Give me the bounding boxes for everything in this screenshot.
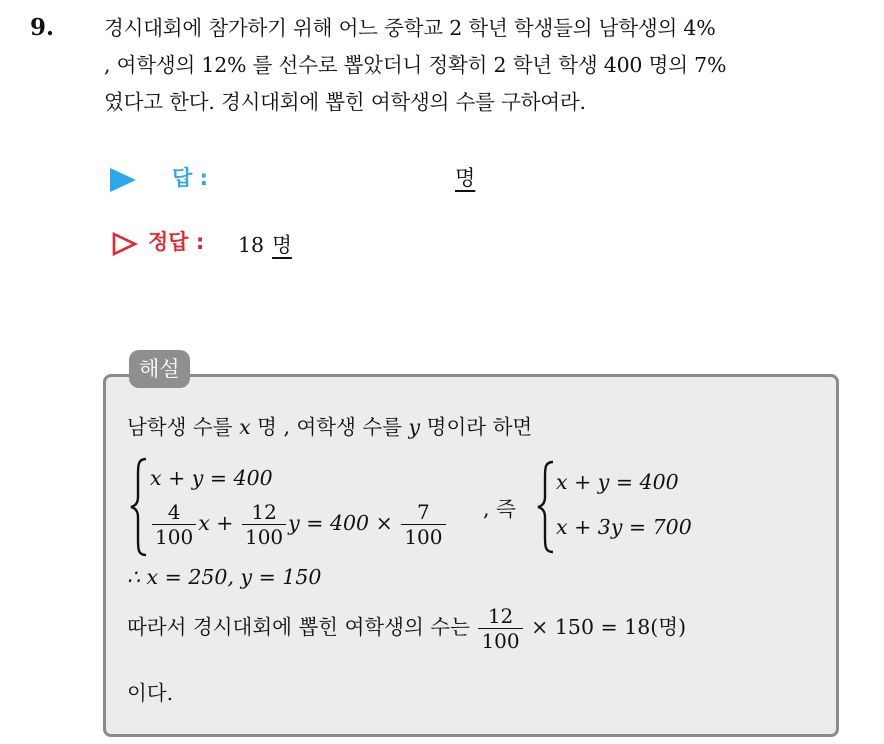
answer-input[interactable] xyxy=(455,162,475,192)
correct-answer-label: 정답 : xyxy=(148,230,205,254)
connector-text: , 즉 xyxy=(483,497,516,521)
correct-answer-value xyxy=(238,228,292,258)
answer-label: 답 : xyxy=(172,166,208,190)
conclusion-line: 따라서 경시대회에 뽑힌 여학생의 수는 $\frac{12}{100}$ × 150 = 18(명) xyxy=(127,604,687,653)
system1-equation-2: $\frac{4}{100}$ x + $\frac{12}{100}$ y = 400 × $\frac{7}{100}$ xyxy=(150,500,448,549)
explanation-line-1: 남학생 수를 x 명 , 여학생 수를 y 명이라 하면 xyxy=(127,415,533,439)
answer-unit: 명 xyxy=(455,166,476,190)
therefore-line: ∴ x = 250, y = 150 xyxy=(127,565,322,589)
fraction-12-100: $\frac{12}{100}$ xyxy=(242,500,286,549)
explanation-tag: 해설 xyxy=(129,350,190,388)
problem-line-2: , 여학생의 12% 를 선수로 뽑았더니 정확히 2 학년 학생 400 명의 7% xyxy=(104,53,727,77)
play-arrow-icon xyxy=(110,168,136,192)
fraction-7-100: $\frac{7}{100}$ xyxy=(401,500,445,549)
fraction-12-100-conclusion: $\frac{12}{100}$ xyxy=(478,604,522,653)
var-x: x xyxy=(239,415,251,439)
outline-arrow-icon xyxy=(112,232,138,256)
explanation-end: 이다. xyxy=(127,681,174,705)
answer-row xyxy=(110,160,610,200)
system2-equation-1: x + y = 400 xyxy=(556,470,679,494)
correct-answer-number: 18 xyxy=(238,233,265,257)
problem-number: 9. xyxy=(30,14,55,41)
problem-text xyxy=(104,10,864,121)
fraction-4-100: $\frac{4}{100}$ xyxy=(152,500,196,549)
left-brace-icon xyxy=(535,460,557,554)
system1-equation-1: x + y = 400 xyxy=(150,466,273,490)
correct-answer-row xyxy=(110,222,610,262)
left-brace-icon xyxy=(128,457,150,557)
problem-line-1: 경시대회에 참가하기 위해 어느 중학교 2 학년 학생들의 남학생의 4% xyxy=(104,16,716,40)
var-y: y xyxy=(408,415,421,439)
system2-equation-2: x + 3y = 700 xyxy=(556,515,692,539)
correct-answer-unit: 명 xyxy=(272,233,292,257)
problem-line-3: 였다고 한다. 경시대회에 뽑힌 여학생의 수를 구하여라. xyxy=(104,90,586,114)
